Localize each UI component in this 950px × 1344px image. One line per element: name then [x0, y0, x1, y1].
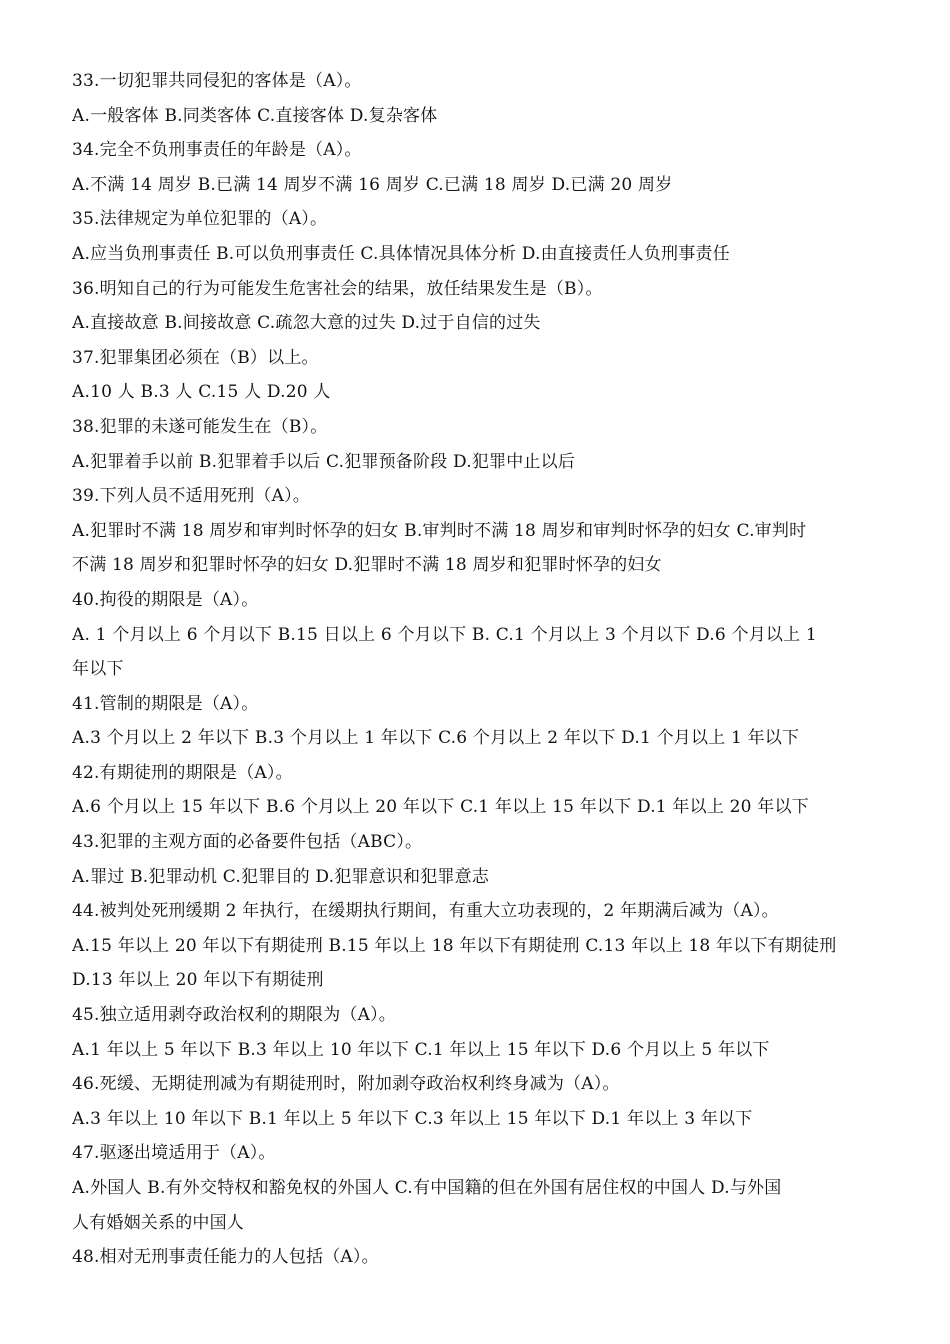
- options-47-line-1: A.外国人 B.有外交特权和豁免权的外国人 C.有中国籍的但在外国有居住权的中国人 D.与外国: [72, 1178, 782, 1198]
- options-34: A.不满 14 周岁 B.已满 14 周岁不满 16 周岁 C.已满 18 周岁 D.已满 20 周岁: [72, 174, 673, 195]
- question-36: 36.明知自己的行为可能发生危害社会的结果，放任结果发生是（B）。: [72, 278, 603, 299]
- question-47: 47.驱逐出境适用于（A）。: [72, 1143, 276, 1164]
- options-36: A.直接故意 B.间接故意 C.疏忽大意的过失 D.过于自信的过失: [72, 313, 541, 334]
- options-45: A.1 年以上 5 年以下 B.3 年以上 10 年以下 C.1 年以上 15 年以下 D.6 个月以上 5 年以下: [72, 1039, 770, 1060]
- question-46: 46.死缓、无期徒刑减为有期徒刑时，附加剥夺政治权利终身减为（A）。: [72, 1074, 620, 1095]
- question-37: 37.犯罪集团必须在（B）以上。: [72, 347, 319, 368]
- options-41: A.3 个月以上 2 年以下 B.3 个月以上 1 年以下 C.6 个月以上 2 年以下 D.1 个月以上 1 年以下: [72, 728, 800, 749]
- options-43: A.罪过 B.犯罪动机 C.犯罪目的 D.犯罪意识和犯罪意志: [72, 866, 490, 887]
- question-33: 33.一切犯罪共同侵犯的客体是（A）。: [72, 71, 362, 91]
- options-39-line-2: 不满 18 周岁和犯罪时怀孕的妇女 D.犯罪时不满 18 周岁和犯罪时怀孕的妇女: [72, 555, 662, 576]
- question-34: 34.完全不负刑事责任的年龄是（A）。: [72, 140, 362, 161]
- options-37: A.10 人 B.3 人 C.15 人 D.20 人: [72, 382, 331, 403]
- options-42: A.6 个月以上 15 年以下 B.6 个月以上 20 年以下 C.1 年以上 15 年以下 D.1 年以上 20 年以下: [72, 797, 809, 818]
- options-38: A.犯罪着手以前 B.犯罪着手以后 C.犯罪预备阶段 D.犯罪中止以后: [72, 451, 576, 472]
- question-41: 41.管制的期限是（A）。: [72, 693, 259, 714]
- question-45: 45.独立适用剥夺政治权利的期限为（A）。: [72, 1005, 397, 1026]
- options-44-line-2: D.13 年以上 20 年以下有期徒刑: [72, 970, 324, 991]
- options-47-line-2: 人有婚姻关系的中国人: [72, 1212, 244, 1233]
- question-40: 40.拘役的期限是（A）。: [72, 589, 259, 610]
- options-33: A.一般客体 B.同类客体 C.直接客体 D.复杂客体: [72, 105, 438, 126]
- question-35: 35.法律规定为单位犯罪的（A）。: [72, 209, 328, 230]
- question-44: 44.被判处死刑缓期 2 年执行，在缓期执行期间，有重大立功表现的，2 年期满后减为（A）。: [72, 901, 779, 922]
- question-48: 48.相对无刑事责任能力的人包括（A）。: [72, 1247, 379, 1268]
- options-40-line-1: A. 1 个月以上 6 个月以下 B.15 日以上 6 个月以下 B. C.1 个月以上 3 个月以下 D.6 个月以上 1: [72, 624, 817, 645]
- options-46: A.3 年以上 10 年以下 B.1 年以上 5 年以下 C.3 年以上 15 年以下 D.1 年以上 3 年以下: [72, 1108, 753, 1129]
- question-43: 43.犯罪的主观方面的必备要件包括（ABC）。: [72, 832, 423, 853]
- options-44-line-1: A.15 年以上 20 年以下有期徒刑 B.15 年以上 18 年以下有期徒刑 C.13 年以上 18 年以下有期徒刑: [72, 935, 837, 956]
- question-39: 39.下列人员不适用死刑（A）。: [72, 486, 311, 507]
- options-35: A.应当负刑事责任 B.可以负刑事责任 C.具体情况具体分析 D.由直接责任人负刑事责任: [72, 243, 730, 264]
- question-38: 38.犯罪的未遂可能发生在（B）。: [72, 416, 328, 437]
- options-39-line-1: A.犯罪时不满 18 周岁和审判时怀孕的妇女 B.审判时不满 18 周岁和审判时怀孕的妇女 C.审判时: [72, 520, 807, 541]
- options-40-line-2: 年以下: [72, 659, 124, 680]
- document-page: [72, 64, 878, 1275]
- question-42: 42.有期徒刑的期限是（A）。: [72, 762, 293, 783]
